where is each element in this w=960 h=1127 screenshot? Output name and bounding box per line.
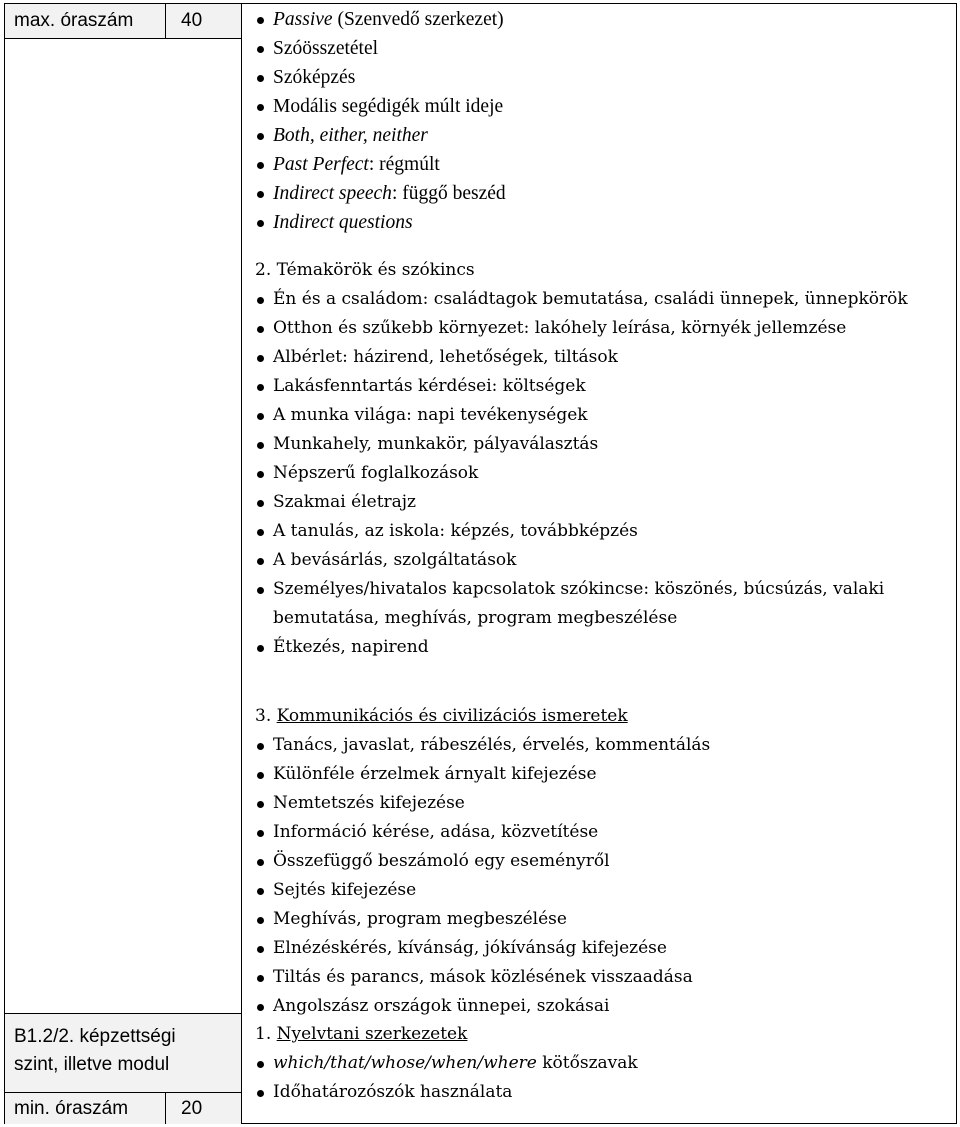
max-hours-value: 40 (181, 10, 203, 31)
topics-heading-text: Témakörök és szókincs (276, 260, 475, 280)
hours-divider (165, 4, 166, 38)
topics-list (253, 285, 953, 662)
list-item-italic: which/that/whose/when/where (273, 1053, 537, 1073)
list-item: Elnézéskérés, kívánság, jókívánság kifejezése (253, 934, 953, 963)
list-item: A tanulás, az iskola: képzés, továbbképzés (253, 517, 953, 546)
communication-section (253, 702, 953, 1021)
list-item-text: Időhatározószók használata (273, 1082, 513, 1102)
level-line-2: szint, illetve modul (14, 1054, 170, 1075)
list-item: Népszerű foglalkozások (253, 459, 953, 488)
list-item: Információ kérése, adása, közvetítése (253, 818, 953, 847)
list-item (253, 1078, 953, 1107)
level-line-1: B1.2/2. képzettségi (14, 1026, 176, 1047)
list-item: A bevásárlás, szolgáltatások (253, 546, 953, 575)
list-item: Sejtés kifejezése (253, 876, 953, 905)
grammar-list (253, 5, 953, 237)
list-item: Meghívás, program megbeszélése (253, 905, 953, 934)
list-item: Személyes/hivatalos kapcsolatok szókincse: köszönés, búcsúzás, valaki bemutatása, meghívás, program megbeszélése (253, 575, 953, 633)
max-hours-cell (5, 4, 241, 39)
list-item-italic: Indirect questions (273, 212, 413, 233)
list-item-italic: Both, either, neither (273, 125, 428, 146)
topics-heading (253, 256, 953, 285)
list-item: Szakmai életrajz (253, 488, 953, 517)
min-hours-label: min. óraszám (14, 1098, 129, 1119)
list-item (253, 1049, 953, 1078)
list-item: Nemtetszés kifejezése (253, 789, 953, 818)
list-item (253, 121, 953, 150)
list-item (253, 63, 953, 92)
topics-section (253, 256, 953, 662)
list-item-text: : régmúlt (368, 154, 440, 175)
structures-heading-number: 1. (255, 1024, 272, 1044)
list-item-text: kötőszavak (536, 1053, 638, 1073)
grammar-list-block (253, 5, 953, 237)
list-item (253, 34, 953, 63)
list-item-italic: Indirect speech (273, 183, 392, 204)
structures-section (253, 1020, 953, 1107)
hours-divider (165, 1093, 166, 1124)
list-item-italic: Past Perfect (273, 154, 369, 175)
communication-list (253, 731, 953, 1021)
structures-heading-text: Nyelvtani szerkezetek (276, 1024, 468, 1044)
max-hours-label: max. óraszám (14, 10, 134, 31)
list-item (253, 150, 953, 179)
list-item: A munka világa: napi tevékenységek (253, 401, 953, 430)
min-hours-cell (5, 1093, 241, 1124)
list-item: Tanács, javaslat, rábeszélés, érvelés, kommentálás (253, 731, 953, 760)
communication-heading (253, 702, 953, 731)
list-item: Otthon és szűkebb környezet: lakóhely leírása, környék jellemzése (253, 314, 953, 343)
list-item-italic: Passive (273, 9, 333, 30)
list-item (253, 5, 953, 34)
communication-heading-text: Kommunikációs és civilizációs ismeretek (276, 706, 628, 726)
list-item (253, 179, 953, 208)
list-item (253, 208, 953, 237)
list-item: Lakásfenntartás kérdései: költségek (253, 372, 953, 401)
list-item: Albérlet: házirend, lehetőségek, tiltások (253, 343, 953, 372)
list-item: Összefüggő beszámoló egy eseményről (253, 847, 953, 876)
communication-heading-number: 3. (255, 706, 272, 726)
structures-list (253, 1049, 953, 1107)
structures-heading (253, 1020, 953, 1049)
topics-heading-number: 2. (255, 260, 272, 280)
module-table (4, 3, 957, 1124)
list-item: Étkezés, napirend (253, 633, 953, 662)
column-divider (241, 4, 242, 1123)
list-item: Különféle érzelmek árnyalt kifejezése (253, 760, 953, 789)
list-item: Munkahely, munkakör, pályaválasztás (253, 430, 953, 459)
list-item-text: Modális segédigék múlt ideje (273, 96, 504, 117)
list-item: Angolszász országok ünnepei, szokásai (253, 992, 953, 1021)
min-hours-value: 20 (181, 1098, 203, 1119)
level-cell (5, 1013, 241, 1093)
list-item-text: : függő beszéd (391, 183, 506, 204)
list-item-text: Szóösszetétel (273, 38, 379, 59)
list-item-text: (Szenvedő szerkezet) (332, 9, 504, 30)
list-item: Tiltás és parancs, mások közlésének visszaadása (253, 963, 953, 992)
list-item-text: Szóképzés (273, 67, 356, 88)
list-item (253, 92, 953, 121)
list-item: Én és a családom: családtagok bemutatása, családi ünnepek, ünnepkörök (253, 285, 953, 314)
